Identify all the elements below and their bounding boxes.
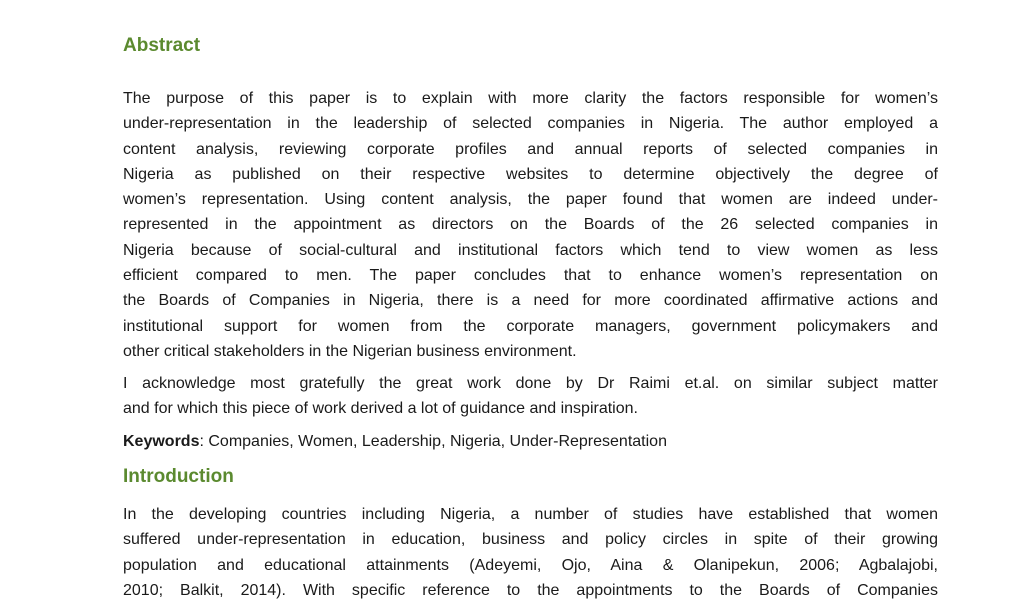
abstract-line: content analysis, reviewing corporate profiles and annual reports of selected companies in [123, 140, 938, 158]
keywords-line [123, 430, 938, 454]
abstract-line: the Boards of Companies in Nigeria, there is a need for more coordinated affirmative actions and [123, 292, 938, 310]
abstract-line: women’s representation. Using content analysis, the paper found that women are indeed under- [123, 191, 938, 209]
introduction-heading: Introduction [123, 466, 234, 487]
abstract-line: represented in the appointment as directors on the Boards of the 26 selected companies in [123, 216, 938, 234]
abstract-line: efficient compared to men. The paper concludes that to enhance women’s representation on [123, 267, 938, 285]
abstract-line: under-representation in the leadership of selected companies in Nigeria. The author employed a [123, 115, 938, 133]
abstract-line: Nigeria as published on their respective websites to determine objectively the degree of [123, 165, 938, 183]
abstract-line: Nigeria because of social-cultural and institutional factors which tend to view women as less [123, 241, 938, 259]
introduction-line: population and educational attainments (Adeyemi, Ojo, Aina & Olanipekun, 2006; Agbalajobi, [123, 556, 938, 574]
abstract-heading: Abstract [123, 35, 201, 56]
acknowledgement-line: I acknowledge most gratefully the great work done by Dr Raimi et.al. on similar subject matter [123, 375, 938, 392]
abstract-line: institutional support for women from the corporate managers, government policymakers and [123, 317, 938, 335]
introduction-line: suffered under-representation in education, business and policy circles in spite of their growing [123, 531, 938, 549]
abstract-line: other critical stakeholders in the Nigerian business environment. [123, 342, 577, 360]
introduction-paragraph [123, 502, 938, 603]
introduction-line: In the developing countries including Nigeria, a number of studies have established that women [123, 506, 938, 523]
keywords-label: Keywords [123, 433, 200, 450]
acknowledgement-line: and for which this piece of work derived a lot of guidance and inspiration. [123, 400, 638, 418]
keywords-list: : Companies, Women, Leadership, Nigeria, Under-Representation [199, 433, 667, 450]
introduction-line: 2010; Balkit, 2014). With specific reference to the appointments to the Boards of Companies [123, 581, 938, 599]
abstract-paragraph [123, 86, 938, 364]
abstract-line: The purpose of this paper is to explain with more clarity the factors responsible for women’s [123, 90, 938, 107]
acknowledgement-paragraph [123, 371, 938, 422]
